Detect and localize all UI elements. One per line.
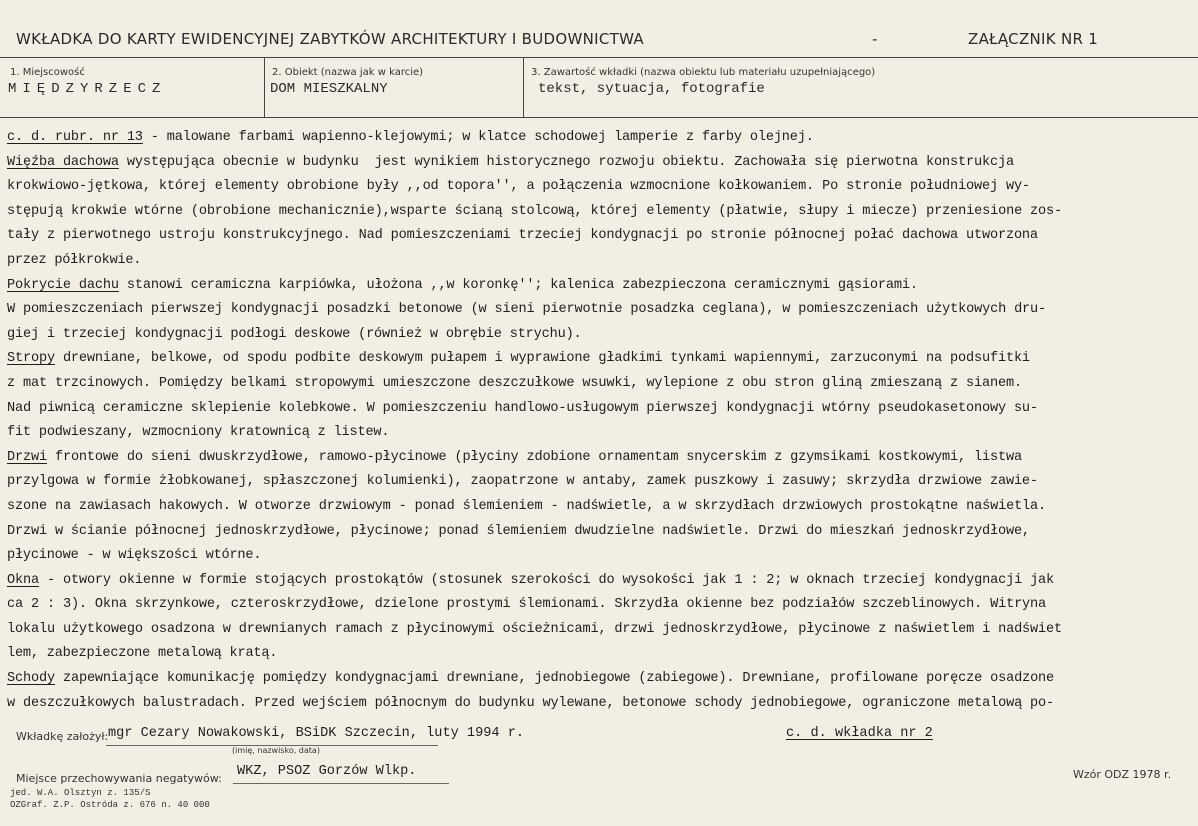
compiled-by-value: mgr Cezary Nowakowski, BSiDK Szczecin, luty 1994 r.: [108, 726, 525, 741]
text-line: [7, 692, 1195, 717]
text-line: [7, 593, 1195, 618]
header-dash: -: [872, 30, 878, 48]
text-line: [7, 298, 1195, 323]
negatives-storage-value: WKZ, PSOZ Gorzów Wlkp.: [237, 764, 417, 779]
text-line-content: fit podwieszany, wzmocniony kratownicą z listew.: [7, 425, 390, 441]
text-line-content: - otwory okienne w formie stojących prostokątów (stosunek szerokości do wysokości jak 1 : 2; w oknach trzeciej kondygnacji jak: [38, 572, 1055, 588]
text-line: [7, 224, 1195, 249]
section-heading: Schody: [7, 671, 55, 687]
header-rule: [0, 57, 1198, 58]
text-line-content: stępują krokwie wtórne (obrobione mechanicznie),wsparte ścianą stolcową, której elementy (płatwie, słupy i miecze) przeniesione zos-: [7, 203, 1063, 219]
object-value: DOM MIESZKALNY: [270, 81, 388, 97]
annex-number: ZAŁĄCZNIK NR 1: [968, 30, 1099, 48]
field-divider: [264, 58, 265, 117]
text-line: [7, 151, 1195, 176]
continued-insert-label: c. d. wkładka nr 2: [786, 726, 933, 741]
section-heading: Więźba dachowa: [7, 154, 119, 170]
text-line-content: krokwiowo-jętkowa, której elementy obrobione były ,,od topora'', a połączenia wzmocnione kołkowaniem. Po stronie południowej wy-: [7, 179, 1030, 195]
card-header-title: WKŁADKA DO KARTY EWIDENCYJNEJ ZABYTKÓW ARCHITEKTURY I BUDOWNICTWA: [16, 30, 644, 48]
locality-label: 1. Miejscowość: [10, 67, 85, 78]
text-line-content: - malowane farbami wapienno-klejowymi; w klatce schodowej lamperie z farby olejnej.: [142, 130, 814, 145]
text-line-content: frontowe do sieni dwuskrzydłowe, ramowo-płycinowe (płyciny zdobione ornamentam snycerskim z gzymsikami kostkowymi, listwa: [46, 449, 1022, 465]
text-line: [7, 495, 1195, 520]
text-line: [7, 397, 1195, 422]
text-line: [7, 470, 1195, 495]
text-line: [7, 421, 1195, 446]
description-text: [7, 126, 1195, 716]
text-line: [7, 249, 1195, 274]
section-heading: Okna: [7, 572, 39, 588]
text-line: [7, 544, 1195, 569]
text-line-content: stanowi ceramiczna karpiówka, ułożona ,,w koronkę''; kalenica zabezpieczona ceramicznymi gąsiorami.: [118, 277, 918, 293]
text-line-content: Nad piwnicą ceramiczne sklepienie kolebkowe. W pomieszczeniu handlowo-usługowym pierwszej kondygnacji wtórny pseudokasetonowy su-: [7, 400, 1038, 416]
text-line: [7, 569, 1195, 594]
printer-imprint-2: OZGraf. Z.P. Ostróda z. 676 n. 40 000: [10, 800, 210, 810]
text-line-content: występująca obecnie w budynku jest wynikiem historycznego rozwoju obiektu. Zachowała się pierwotna konstrukcja: [118, 154, 1014, 170]
text-line: [7, 200, 1195, 225]
text-line: [7, 642, 1195, 667]
text-line: [7, 323, 1195, 348]
text-line: [7, 274, 1195, 299]
section-heading: c. d. rubr. nr 13: [7, 130, 143, 145]
fields-rule: [0, 117, 1198, 118]
text-line-content: giej i trzeciej kondygnacji podłogi deskowe (również w obrębie strychu).: [7, 326, 582, 342]
section-heading: Pokrycie dachu: [7, 277, 119, 293]
text-line-content: Drzwi w ścianie północnej jednoskrzydłowe, płycinowe; ponad ślemieniem dwudzielne nadświetle. Drzwi do mieszkań jednoskrzydłowe,: [7, 523, 1030, 539]
text-line-content: lem, zabezpieczone metalową kratą.: [7, 646, 278, 662]
printer-imprint-1: jed. W.A. Olsztyn z. 135/S: [10, 788, 151, 798]
compiled-by-label: Wkładkę założył:: [16, 730, 109, 743]
locality-value: MIĘDZYRZECZ: [8, 81, 167, 97]
object-label: 2. Obiekt (nazwa jak w karcie): [272, 67, 424, 78]
text-line-content: W pomieszczeniach pierwszej kondygnacji posadzki betonowe (w sieni pierwotnie posadzka ceglana), w pomieszczeniach użytkowych dru-: [7, 302, 1047, 318]
text-line-content: zapewniające komunikację pomiędzy kondygnacjami drewniane, jednobiegowe (zabiegowe). Drewniane, profilowane poręcze osadzone: [54, 671, 1055, 687]
form-code: Wzór ODZ 1978 r.: [1073, 768, 1172, 781]
text-line: [7, 372, 1195, 397]
text-line-content: z mat trzcinowych. Pomiędzy belkami stropowymi umieszczone deszczułkowe wsuwki, wylepione z obu stron gliną zmieszaną z sianem.: [7, 375, 1022, 391]
compiled-by-note: (imię, nazwisko, data): [232, 746, 320, 755]
text-line: [7, 175, 1195, 200]
text-line: [7, 446, 1195, 471]
text-line-content: w deszczułkowych balustradach. Przed wejściem północnym do budynku wylewane, betonowe schody jednobiegowe, ograniczone metalową po-: [7, 695, 1055, 711]
text-line: [7, 667, 1195, 692]
contents-label: 3. Zawartość wkładki (nazwa obiektu lub materiału uzupełniającego): [531, 67, 876, 78]
section-heading: Stropy: [7, 351, 55, 367]
text-line-content: ca 2 : 3). Okna skrzynkowe, czteroskrzydłowe, dzielone prostymi ślemionami. Skrzydła okienne bez podziałów szczeblinowych. Witryna: [7, 597, 1047, 613]
text-line-content: drewniane, belkowe, od spodu podbite deskowym pułapem i wyprawione gładkimi tynkami wapiennymi, zarzuconymi na podsufitki: [54, 351, 1030, 367]
section-heading: Drzwi: [7, 449, 47, 465]
negatives-storage-label: Miejsce przechowywania negatywów:: [16, 772, 222, 785]
negatives-storage-underline: [233, 783, 449, 784]
text-line: [7, 520, 1195, 545]
text-line: [7, 347, 1195, 372]
text-line-content: przez półkrokwie.: [7, 252, 142, 268]
text-line-content: płycinowe - w większości wtórne.: [7, 548, 262, 564]
text-line-content: szone na zawiasach hakowych. W otworze drzwiowym - ponad ślemieniem - nadświetle, a w skrzydłach drzwiowych prostokątne naświetla.: [7, 498, 1047, 514]
text-line: [7, 126, 1195, 151]
field-divider: [523, 58, 524, 117]
contents-value: tekst, sytuacja, fotografie: [538, 81, 765, 97]
text-line: [7, 618, 1195, 643]
text-line-content: przylgowa w formie żłobkowanej, spłaszczonej kolumienki), zaopatrzone w antaby, zamek puszkowy i zasuwy; skrzydła drzwiowe zawie-: [7, 474, 1038, 490]
text-line-content: lokalu użytkowego osadzona w drewnianych ramach z płycinowymi ościeżnicami, drzwi jednoskrzydłowe, płycinowe z naświetlem i nadświet: [7, 621, 1063, 637]
text-line-content: tały z pierwotnego ustroju konstrukcyjnego. Nad pomieszczeniami trzeciej kondygnacji po stronie północnej połać dachowa utworzona: [7, 228, 1038, 244]
